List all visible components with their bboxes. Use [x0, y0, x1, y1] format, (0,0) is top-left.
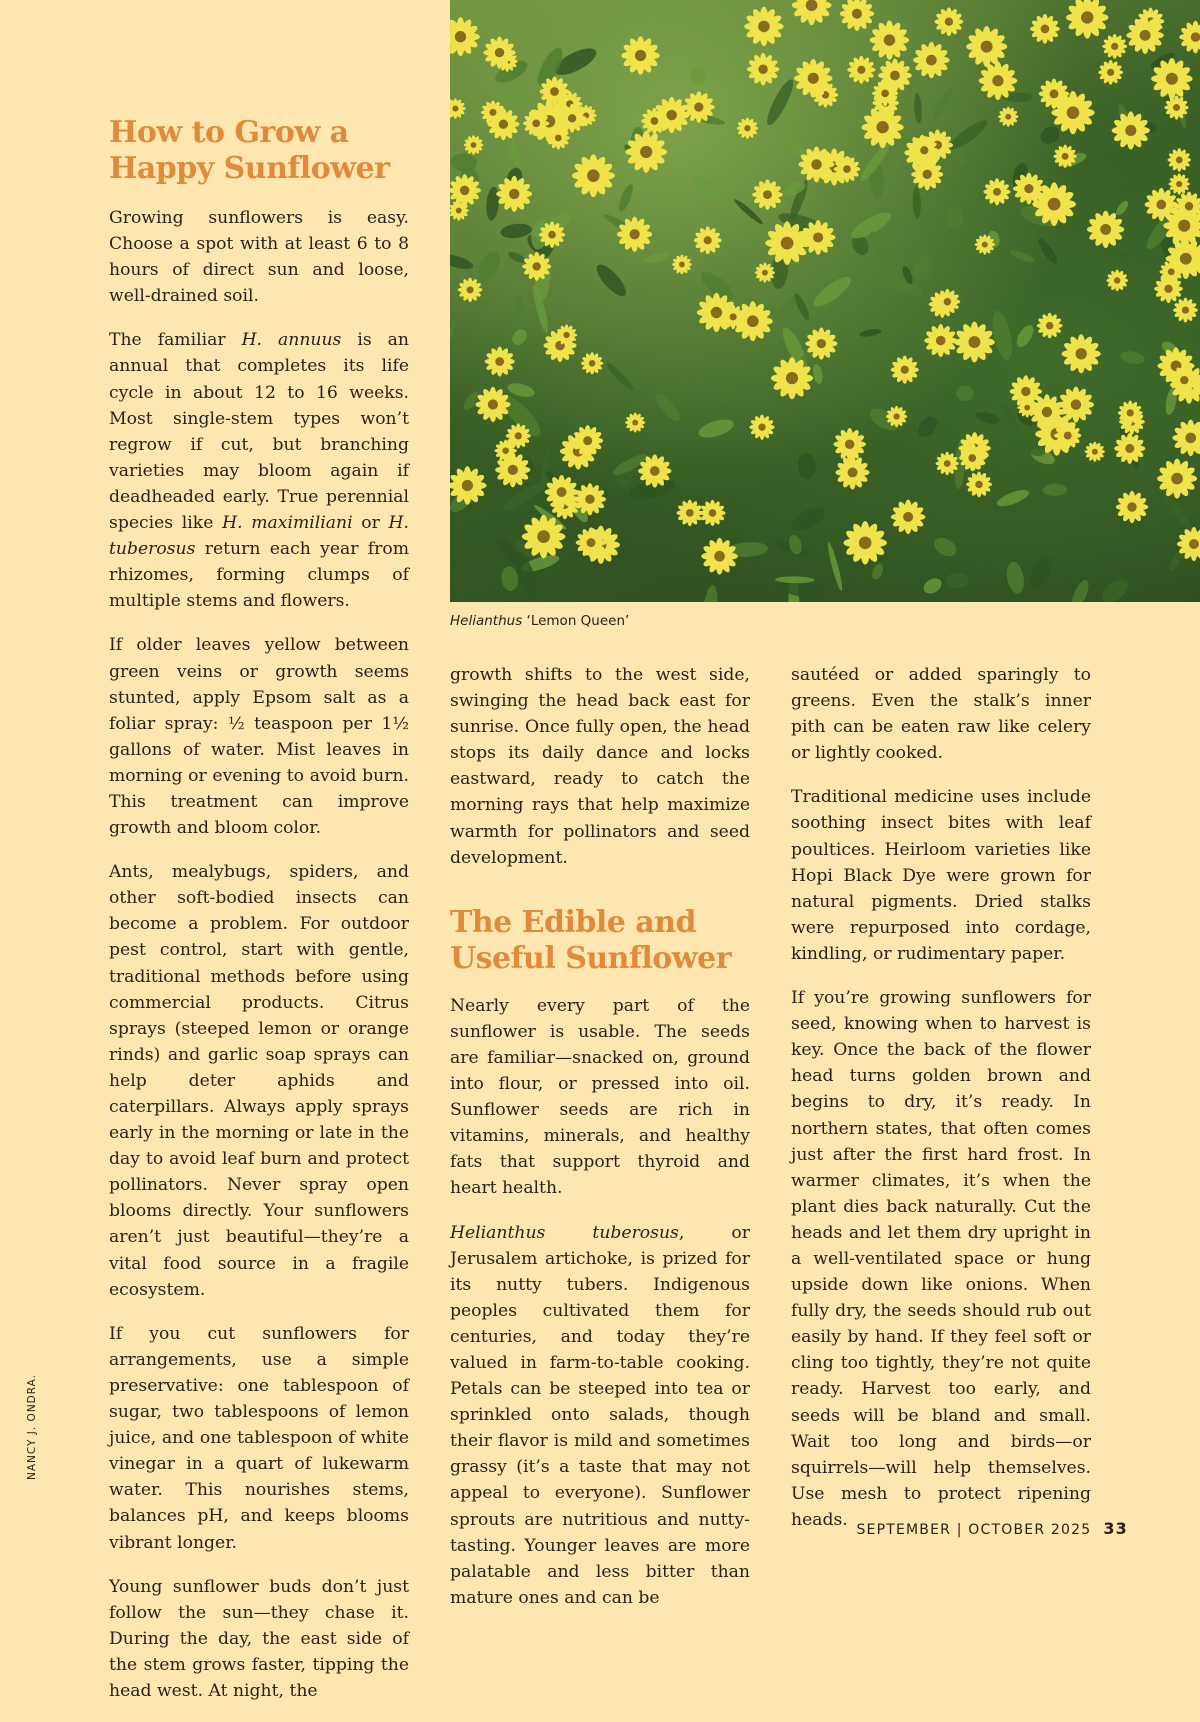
- flower: [450, 17, 480, 56]
- flower: [840, 0, 874, 31]
- flower: [1106, 270, 1128, 292]
- column-1: [109, 205, 409, 1722]
- flower: [1164, 95, 1188, 119]
- caption-italic: Helianthus: [450, 613, 523, 629]
- issue-date: SEPTEMBER | OCTOBER 2025: [856, 1522, 1092, 1538]
- paragraph: Ants, mealybugs, spiders, and other soft-bodied insects can become a problem. For outdoor pest control, start with gentle, traditional methods before using commercial products. Citrus sprays (steeped lemon or orange rinds) and garlic soap sprays can help deter aphids and caterpillars. Always apply sprays early in the morning or late in the day to avoid leaf burn and protect pollinators. Never spray open blooms directly. Your sunflowers aren’t just beautiful—they’re a vital food source in a fragile ecosystem.: [109, 862, 409, 1300]
- flower: [835, 455, 869, 489]
- flower: [1154, 275, 1183, 304]
- flower: [475, 387, 510, 422]
- flower: [935, 7, 964, 36]
- caption-rest: ‘Lemon Queen’: [522, 613, 630, 629]
- heading-grow-line2: Happy Sunflower: [109, 151, 390, 186]
- flower: [1087, 211, 1124, 248]
- paragraph: If you cut sunflowers for arrangements, use a simple preservative: one tablespoon of sugar, two tablespoons of lemon juice, and one tablespoon of white vinegar in a quart of lukewarm water. This nourishes stems, balances pH, and keeps blooms vibrant longer.: [109, 1323, 409, 1553]
- paragraph: If you’re growing sunflowers for seed, knowing when to harvest is key. Once the back of the flower head turns golden brown and begins to dry, it’s ready. In northern states, that often comes just after the first hard frost. In warmer climates, it’s when the plant dies back naturally. Cut the heads and let them dry upright in a well-ventilated space or hung upside down like onions. When fully dry, the seeds should rub out easily by hand. If they feel soft or cling too tightly, they’re not quite ready. Harvest too early, and seeds will be bland and small. Wait too long and birds—or squirrels—will help themselves. Use mesh to protect ripening heads.: [791, 988, 1091, 1530]
- flower: [1167, 148, 1191, 172]
- column-2: [450, 662, 750, 1629]
- paragraph: Nearly every part of the sunflower is usable. The seeds are familiar—snacked on, ground into flour, or pressed into oil. Sunflower seeds are rich in vitamins, minerals, and healthy fats that support thyroid and heart health.: [450, 995, 750, 1199]
- flower: [621, 36, 660, 75]
- flower: [464, 135, 484, 155]
- flower: [998, 107, 1018, 127]
- flower: [1169, 173, 1190, 194]
- flower: [1037, 313, 1063, 339]
- paragraph: Traditional medicine uses include soothing insect bites with leaf poultices. Heirloom varieties like Hopi Black Dye were grown for natural pigments. Dried stalks were repurposed into cordage, kindling, or rudimentary paper.: [791, 787, 1091, 964]
- species-name: H. annuus: [241, 330, 342, 351]
- column-3: [791, 662, 1091, 1551]
- photo-caption: [450, 613, 629, 629]
- text-run: return each year from rhizomes, forming clumps of multiple stems and flowers.: [109, 539, 409, 612]
- flower: [1098, 60, 1123, 85]
- flower: [1114, 433, 1145, 464]
- heading-how-to-grow: [109, 115, 429, 187]
- flower: [496, 176, 532, 212]
- flower: [752, 179, 783, 210]
- paragraph: Young sunflower buds don’t just follow the sun—they chase it. During the day, the east side of the stem grows faster, tipping the head west. At night, the: [109, 1576, 409, 1701]
- flower: [843, 521, 886, 564]
- flower: [1066, 0, 1108, 39]
- paragraph: [450, 1220, 750, 1611]
- paragraph: sautéed or added sparingly to greens. Even the stalk’s inner pith can be eaten raw like celery or lightly cooked.: [791, 665, 1091, 764]
- flower: [1102, 34, 1127, 59]
- text-run: The familiar: [109, 330, 242, 351]
- flower: [581, 352, 603, 374]
- species-name: H. tuberosus: [109, 513, 409, 560]
- flower: [913, 42, 950, 79]
- flower: [485, 347, 515, 377]
- flower: [1116, 491, 1148, 523]
- flower: [744, 7, 784, 47]
- flower: [1112, 111, 1150, 149]
- text-run: or: [352, 513, 389, 534]
- flower: [1173, 298, 1198, 323]
- page-footer: [856, 1519, 1128, 1538]
- flower: [983, 178, 1010, 205]
- flower: [1172, 420, 1200, 457]
- flower: [891, 356, 919, 384]
- text-run: , or Jerusalem artichoke, is prized for its nutty tubers. Indigenous peoples cultivated them for centuries, and today they’re valued in farm-to-table cooking. Petals can be steeped into tea or sprinkled onto salads, though their flavor is mild and sometimes grassy (it’s a taste that may not appeal to everyone). Sunflower sprouts are nutritious and nutty-tasting. Younger leaves are more palatable and less bitter than mature ones and can be: [450, 1222, 750, 1608]
- paragraph: [109, 327, 409, 614]
- flower: [749, 415, 774, 440]
- flower: [699, 500, 725, 526]
- heading-grow-line1: How to Grow a: [109, 115, 349, 150]
- flower: [870, 20, 909, 59]
- flower: [747, 53, 779, 85]
- sunflower-photo: [450, 0, 1200, 602]
- flower: [677, 500, 704, 527]
- flower: [792, 0, 832, 25]
- paragraph: Growing sunflowers is easy. Choose a spot with at least 6 to 8 hours of direct sun and loose, well-drained soil.: [109, 208, 409, 307]
- flower: [1085, 442, 1105, 462]
- flower: [458, 278, 482, 302]
- paragraph: If older leaves yellow between green veins or growth seems stunted, apply Epsom salt as a foliar spray: ½ teaspoon per 1½ gallons of water. Mist leaves in morning or evening to avoid burn. This treatment can improve growth and bloom color.: [109, 635, 409, 839]
- flower: [966, 471, 992, 497]
- flower: [833, 428, 866, 461]
- paragraph: growth shifts to the west side, swinging the head back east for sunrise. Once fully open, the head stops its daily dance and locks eastward, ready to catch the morning rays that help maximize warmth for pollinators and seed development.: [450, 665, 750, 868]
- flower: [954, 322, 995, 363]
- flower: [694, 226, 722, 254]
- flower: [672, 254, 692, 274]
- lemon-queen-flowers-image: [450, 0, 1200, 602]
- species-name: Helianthus tuberosus: [450, 1222, 679, 1243]
- flower: [966, 26, 1007, 67]
- flower: [1030, 14, 1060, 44]
- flower: [572, 154, 615, 197]
- flower: [891, 500, 926, 535]
- flower: [701, 538, 738, 575]
- flower: [847, 56, 875, 84]
- flower: [1179, 21, 1200, 54]
- heading-edible-line1: The Edible and: [450, 904, 697, 940]
- photo-credit: NANCY J. ONDRA.: [26, 1374, 38, 1480]
- flower: [1062, 334, 1101, 373]
- text-run: is an annual that completes its life cycle in about 12 to 16 weeks. Most single-stem types won’t regrow if cut, but branching varieties may bloom again if deadheaded early. True perennial species like: [109, 330, 409, 534]
- species-name: H. maximiliani: [222, 513, 353, 534]
- page-number: 33: [1103, 1519, 1128, 1538]
- heading-edible-line2: Useful Sunflower: [450, 940, 732, 976]
- flower: [737, 118, 758, 139]
- heading-edible-useful: [450, 905, 750, 977]
- flower: [625, 412, 645, 432]
- flower: [450, 98, 466, 119]
- flower: [924, 324, 957, 357]
